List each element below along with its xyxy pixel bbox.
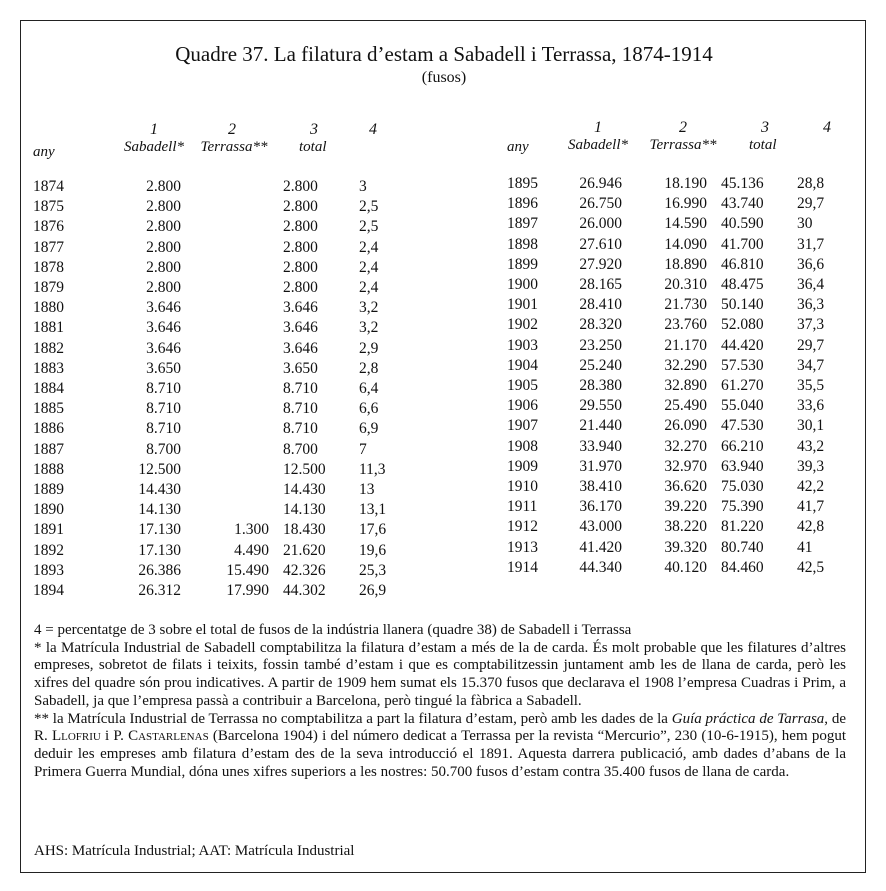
total-cell: 14.130 (283, 501, 326, 519)
sabadell-cell: 27.610 (579, 235, 622, 253)
percent-cell: 3 (359, 178, 367, 195)
table-row (507, 235, 845, 255)
percent-cell: 13 (359, 481, 375, 499)
total-cell: 50.140 (721, 296, 764, 314)
sabadell-cell: 33.940 (579, 437, 622, 455)
total-cell: 52.080 (721, 316, 764, 334)
percent-cell: 35,5 (797, 377, 825, 395)
percent-cell: 19,6 (359, 541, 387, 559)
total-cell: 41.700 (721, 235, 764, 253)
note-terrassa-guide-title: Guía práctica de Tarrasa (671, 710, 825, 727)
table-row (507, 255, 845, 275)
sabadell-cell: 8.710 (146, 400, 181, 418)
col4-number-right: 4 (823, 119, 831, 136)
total-cell: 61.270 (721, 377, 764, 395)
year-cell: 1909 (507, 457, 538, 475)
year-cell: 1884 (33, 380, 64, 398)
year-cell: 1877 (33, 238, 64, 256)
percent-cell: 29,7 (797, 336, 825, 354)
table-row (33, 561, 403, 581)
sabadell-cell: 23.250 (579, 336, 622, 354)
percent-cell: 41,7 (797, 498, 825, 516)
table-row (33, 278, 403, 298)
terrassa-cell (183, 177, 271, 197)
sabadell-cell: 29.550 (579, 397, 622, 415)
total-cell: 12.500 (283, 460, 326, 478)
sabadell-cell: 2.800 (146, 198, 181, 216)
terrassa-cell (183, 278, 271, 298)
percent-cell: 6,9 (359, 420, 379, 438)
year-cell: 1886 (33, 420, 64, 438)
percent-cell: 17,6 (359, 521, 387, 539)
terrassa-cell: 32.970 (664, 457, 707, 475)
percent-cell: 29,7 (797, 195, 825, 213)
note-terrassa-text-a: ** la Matrícula Industrial de Terrassa no comptabilitza a part la filatura d’estam, però amb les dades de la (34, 710, 672, 727)
percent-cell: 13,1 (359, 501, 387, 519)
sabadell-cell: 28.320 (579, 316, 622, 334)
table-row (33, 258, 403, 278)
total-cell: 8.710 (283, 380, 318, 398)
total-cell: 80.740 (721, 538, 764, 556)
year-cell: 1910 (507, 478, 538, 496)
table-row (507, 194, 845, 214)
percent-cell: 6,6 (359, 400, 379, 418)
percent-cell: 2,4 (359, 258, 379, 276)
percent-cell: 2,9 (359, 339, 379, 357)
col2-header-right: Terrassa** (649, 137, 717, 153)
terrassa-cell (183, 379, 271, 399)
col2-header-left: Terrassa** (200, 139, 268, 155)
year-cell: 1907 (507, 417, 538, 435)
terrassa-cell: 32.290 (664, 356, 707, 374)
year-cell: 1887 (33, 440, 64, 458)
table-row (33, 460, 403, 480)
terrassa-cell (183, 298, 271, 318)
percent-cell: 30 (797, 215, 813, 233)
sabadell-cell: 28.380 (579, 377, 622, 395)
note-terrassa-author2: Castarlenas (128, 728, 209, 745)
note-terrassa-text-d: (Barcelona 1904) i del número dedicat a Terrassa per la revista “Mercurio”, 230 (10-6-1915), hem pogut deduir les empreses amb filatura d’estam des de la seva introducció el 1891. Aquesta darrera publicació, amb dades d’abans de la Primera Guerra Mundial, dóna unes xifres superiors a les nostres: 50.700 fusos d’estam contra 35.400 fusos de llana de carda. (34, 728, 846, 780)
year-header-right: any (507, 139, 529, 155)
terrassa-cell: 25.490 (664, 397, 707, 415)
year-cell: 1880 (33, 299, 64, 317)
terrassa-cell (183, 359, 271, 379)
total-cell: 42.326 (283, 561, 326, 579)
year-cell: 1888 (33, 460, 64, 478)
table-row (33, 359, 403, 379)
percent-cell: 26,9 (359, 582, 387, 600)
table-row (33, 318, 403, 338)
terrassa-cell: 23.760 (664, 316, 707, 334)
percent-cell: 2,4 (359, 279, 379, 297)
sabadell-cell: 25.240 (579, 356, 622, 374)
table-row (507, 497, 845, 517)
year-cell: 1908 (507, 437, 538, 455)
percent-cell: 36,3 (797, 296, 825, 314)
total-cell: 8.700 (283, 440, 318, 458)
sabadell-cell: 31.970 (579, 457, 622, 475)
total-cell: 44.420 (721, 336, 764, 354)
total-cell: 2.800 (283, 198, 318, 216)
total-cell: 63.940 (721, 457, 764, 475)
table-row (33, 238, 403, 258)
table-row (507, 437, 845, 457)
percent-cell: 36,4 (797, 276, 825, 294)
sabadell-cell: 17.130 (138, 541, 181, 559)
table-row (507, 376, 845, 396)
percent-cell: 39,3 (797, 457, 825, 475)
terrassa-cell: 18.890 (664, 255, 707, 273)
percent-cell: 3,2 (359, 319, 379, 337)
sabadell-cell: 3.650 (146, 359, 181, 377)
terrassa-cell (183, 440, 271, 460)
sabadell-cell: 17.130 (138, 521, 181, 539)
terrassa-cell: 26.090 (664, 417, 707, 435)
note-col4: 4 = percentatge de 3 sobre el total de fusos de la indústria llanera (quadre 38) de Sabadell i Terrassa (34, 622, 632, 638)
total-cell: 3.650 (283, 359, 318, 377)
col1-number-right: 1 (594, 119, 602, 136)
terrassa-cell (183, 399, 271, 419)
total-cell: 2.800 (283, 279, 318, 297)
sabadell-cell: 2.800 (146, 218, 181, 236)
percent-cell: 11,3 (359, 460, 386, 478)
year-cell: 1892 (33, 541, 64, 559)
total-cell: 48.475 (721, 276, 764, 294)
sabadell-cell: 26.386 (138, 561, 181, 579)
terrassa-cell (183, 217, 271, 237)
percent-cell: 42,2 (797, 478, 825, 496)
terrassa-cell (183, 500, 271, 520)
year-cell: 1874 (33, 178, 64, 195)
year-cell: 1905 (507, 377, 538, 395)
col2-number-right: 2 (679, 119, 687, 136)
total-cell: 84.460 (721, 558, 764, 576)
left-data-table (33, 177, 403, 601)
year-cell: 1902 (507, 316, 538, 334)
table-row (507, 396, 845, 416)
total-cell: 66.210 (721, 437, 764, 455)
sabadell-cell: 3.646 (146, 339, 181, 357)
year-cell: 1904 (507, 356, 538, 374)
terrassa-cell: 18.190 (664, 175, 707, 192)
year-cell: 1890 (33, 501, 64, 519)
year-cell: 1879 (33, 279, 64, 297)
note-terrassa-text-b: , de R. (34, 710, 846, 745)
terrassa-cell: 16.990 (664, 195, 707, 213)
total-cell: 8.710 (283, 420, 318, 438)
sabadell-cell: 36.170 (579, 498, 622, 516)
total-cell: 47.530 (721, 417, 764, 435)
percent-cell: 2,5 (359, 218, 379, 236)
percent-cell: 2,8 (359, 359, 379, 377)
year-cell: 1895 (507, 175, 538, 192)
percent-cell: 2,5 (359, 198, 379, 216)
table-row (507, 336, 845, 356)
sabadell-cell: 41.420 (579, 538, 622, 556)
percent-cell: 2,4 (359, 238, 379, 256)
terrassa-cell (183, 318, 271, 338)
total-cell: 75.030 (721, 478, 764, 496)
table-frame (20, 20, 866, 873)
total-cell: 75.390 (721, 498, 764, 516)
total-cell: 3.646 (283, 299, 318, 317)
terrassa-cell: 14.090 (664, 235, 707, 253)
percent-cell: 34,7 (797, 356, 825, 374)
terrassa-cell: 1.300 (234, 521, 269, 539)
table-row (507, 558, 845, 578)
total-cell: 2.800 (283, 238, 318, 256)
percent-cell: 42,8 (797, 518, 825, 536)
note-terrassa-text-c: i P. (100, 728, 129, 745)
col2-number-left: 2 (228, 121, 236, 138)
terrassa-cell: 21.730 (664, 296, 707, 314)
terrassa-cell: 4.490 (234, 541, 269, 559)
total-cell: 2.800 (283, 178, 318, 195)
table-row (33, 197, 403, 217)
percent-cell: 31,7 (797, 235, 825, 253)
terrassa-cell: 20.310 (664, 276, 707, 294)
col3-header-left: total (299, 139, 327, 155)
sabadell-cell: 38.410 (579, 478, 622, 496)
year-cell: 1875 (33, 198, 64, 216)
year-cell: 1906 (507, 397, 538, 415)
percent-cell: 43,2 (797, 437, 825, 455)
total-cell: 21.620 (283, 541, 326, 559)
table-row (33, 440, 403, 460)
table-row (33, 298, 403, 318)
terrassa-cell: 36.620 (664, 478, 707, 496)
table-row (33, 217, 403, 237)
total-cell: 81.220 (721, 518, 764, 536)
percent-cell: 41 (797, 538, 813, 556)
year-cell: 1889 (33, 481, 64, 499)
sabadell-cell: 2.800 (146, 178, 181, 195)
source-line: AHS: Matrícula Industrial; AAT: Matrícula Industrial (34, 843, 355, 859)
sabadell-cell: 3.646 (146, 319, 181, 337)
notes (34, 622, 846, 781)
sabadell-cell: 43.000 (579, 518, 622, 536)
table-row (507, 538, 845, 558)
year-cell: 1883 (33, 359, 64, 377)
sabadell-cell: 3.646 (146, 299, 181, 317)
percent-cell: 3,2 (359, 299, 379, 317)
year-cell: 1876 (33, 218, 64, 236)
table-row (507, 416, 845, 436)
col1-header-right: Sabadell* (568, 137, 628, 153)
table-row (507, 174, 845, 194)
table-row (33, 480, 403, 500)
note-terrassa (34, 711, 846, 782)
year-cell: 1885 (33, 400, 64, 418)
sabadell-cell: 26.312 (138, 582, 181, 600)
year-cell: 1891 (33, 521, 64, 539)
table-row (33, 500, 403, 520)
terrassa-cell (183, 460, 271, 480)
table-row (33, 399, 403, 419)
terrassa-cell: 32.890 (664, 377, 707, 395)
year-cell: 1911 (507, 498, 538, 516)
year-header-left: any (33, 144, 55, 160)
right-data-table (507, 174, 845, 578)
total-cell: 3.646 (283, 339, 318, 357)
percent-cell: 28,8 (797, 175, 825, 192)
terrassa-cell (183, 238, 271, 258)
table-row (507, 275, 845, 295)
page-subtitle: (fusos) (421, 69, 467, 86)
percent-cell: 25,3 (359, 561, 387, 579)
percent-cell: 30,1 (797, 417, 825, 435)
table-row (33, 581, 403, 601)
sabadell-cell: 44.340 (579, 558, 622, 576)
table-row (33, 520, 403, 540)
terrassa-cell: 14.590 (664, 215, 707, 233)
total-cell: 43.740 (721, 195, 764, 213)
total-cell: 14.430 (283, 481, 326, 499)
page-title: Quadre 37. La filatura d’estam a Sabadell i Terrassa, 1874-1914 (175, 42, 713, 66)
table-row (507, 457, 845, 477)
terrassa-cell: 17.990 (226, 582, 269, 600)
year-cell: 1912 (507, 518, 538, 536)
terrassa-cell (183, 197, 271, 217)
sabadell-cell: 28.165 (579, 276, 622, 294)
terrassa-cell: 39.320 (664, 538, 707, 556)
year-cell: 1903 (507, 336, 538, 354)
sabadell-cell: 14.130 (138, 501, 181, 519)
table-row (33, 339, 403, 359)
terrassa-cell (183, 480, 271, 500)
terrassa-cell: 39.220 (664, 498, 707, 516)
total-cell: 2.800 (283, 218, 318, 236)
percent-cell: 42,5 (797, 558, 825, 576)
terrassa-cell: 32.270 (664, 437, 707, 455)
sabadell-cell: 26.946 (579, 175, 622, 192)
table-row (507, 517, 845, 537)
table-row (33, 379, 403, 399)
total-cell: 55.040 (721, 397, 764, 415)
sabadell-cell: 12.500 (138, 460, 181, 478)
sabadell-cell: 8.710 (146, 420, 181, 438)
col3-number-right: 3 (761, 119, 769, 136)
total-cell: 44.302 (283, 582, 326, 600)
percent-cell: 33,6 (797, 397, 825, 415)
total-cell: 57.530 (721, 356, 764, 374)
year-cell: 1898 (507, 235, 538, 253)
terrassa-cell: 15.490 (226, 561, 269, 579)
sabadell-cell: 8.710 (146, 380, 181, 398)
total-cell: 40.590 (721, 215, 764, 233)
col3-header-right: total (749, 137, 777, 153)
total-cell: 3.646 (283, 319, 318, 337)
table-row (33, 177, 403, 197)
sabadell-cell: 2.800 (146, 279, 181, 297)
table-row (507, 315, 845, 335)
total-cell: 46.810 (721, 255, 764, 273)
year-cell: 1878 (33, 258, 64, 276)
sabadell-cell: 2.800 (146, 258, 181, 276)
year-cell: 1881 (33, 319, 64, 337)
terrassa-cell: 40.120 (664, 558, 707, 576)
percent-cell: 7 (359, 440, 367, 458)
terrassa-cell (183, 339, 271, 359)
table-row (507, 356, 845, 376)
total-cell: 45.136 (721, 175, 764, 192)
sabadell-cell: 2.800 (146, 238, 181, 256)
year-cell: 1900 (507, 276, 538, 294)
sabadell-cell: 26.000 (579, 215, 622, 233)
note-terrassa-author1: Llofriu (51, 728, 101, 745)
year-cell: 1882 (33, 339, 64, 357)
year-cell: 1893 (33, 561, 64, 579)
col4-number-left: 4 (369, 121, 377, 138)
year-cell: 1897 (507, 215, 538, 233)
percent-cell: 36,6 (797, 255, 825, 273)
col1-number-left: 1 (150, 121, 158, 138)
total-cell: 18.430 (283, 521, 326, 539)
terrassa-cell: 21.170 (664, 336, 707, 354)
sabadell-cell: 27.920 (579, 255, 622, 273)
percent-cell: 37,3 (797, 316, 825, 334)
table-row (507, 295, 845, 315)
year-cell: 1896 (507, 195, 538, 213)
terrassa-cell (183, 258, 271, 278)
note-sabadell: * la Matrícula Industrial de Sabadell comptabilitza la filatura d’estam a més de la de carda. És molt probable que les filatures d’altres empreses, sobretot de filats i teixits, fossin també d’estam i que es comptabilitzessin juntament amb les de llana de carda, però les xifres del quadre són prou indicatives. A partir de 1909 hem sumat els 15.370 fusos que declarava el 1908 l’empresa Cuadras i Prim, a Sabadell, ja que l’empresa passà a contribuir a Barcelona, però tingué la fàbrica a Sabadell. (34, 639, 846, 709)
total-cell: 2.800 (283, 258, 318, 276)
year-cell: 1894 (33, 582, 64, 600)
col1-header-left: Sabadell* (124, 139, 184, 155)
year-cell: 1913 (507, 538, 538, 556)
table-row (33, 419, 403, 439)
table-row (507, 214, 845, 234)
table-row (507, 477, 845, 497)
year-cell: 1901 (507, 296, 538, 314)
sabadell-cell: 28.410 (579, 296, 622, 314)
sabadell-cell: 8.700 (146, 440, 181, 458)
table-row (33, 541, 403, 561)
sabadell-cell: 26.750 (579, 195, 622, 213)
terrassa-cell: 38.220 (664, 518, 707, 536)
year-cell: 1899 (507, 255, 538, 273)
terrassa-cell (183, 419, 271, 439)
percent-cell: 6,4 (359, 380, 379, 398)
col3-number-left: 3 (310, 121, 318, 138)
sabadell-cell: 21.440 (579, 417, 622, 435)
sabadell-cell: 14.430 (138, 481, 181, 499)
year-cell: 1914 (507, 558, 538, 576)
total-cell: 8.710 (283, 400, 318, 418)
